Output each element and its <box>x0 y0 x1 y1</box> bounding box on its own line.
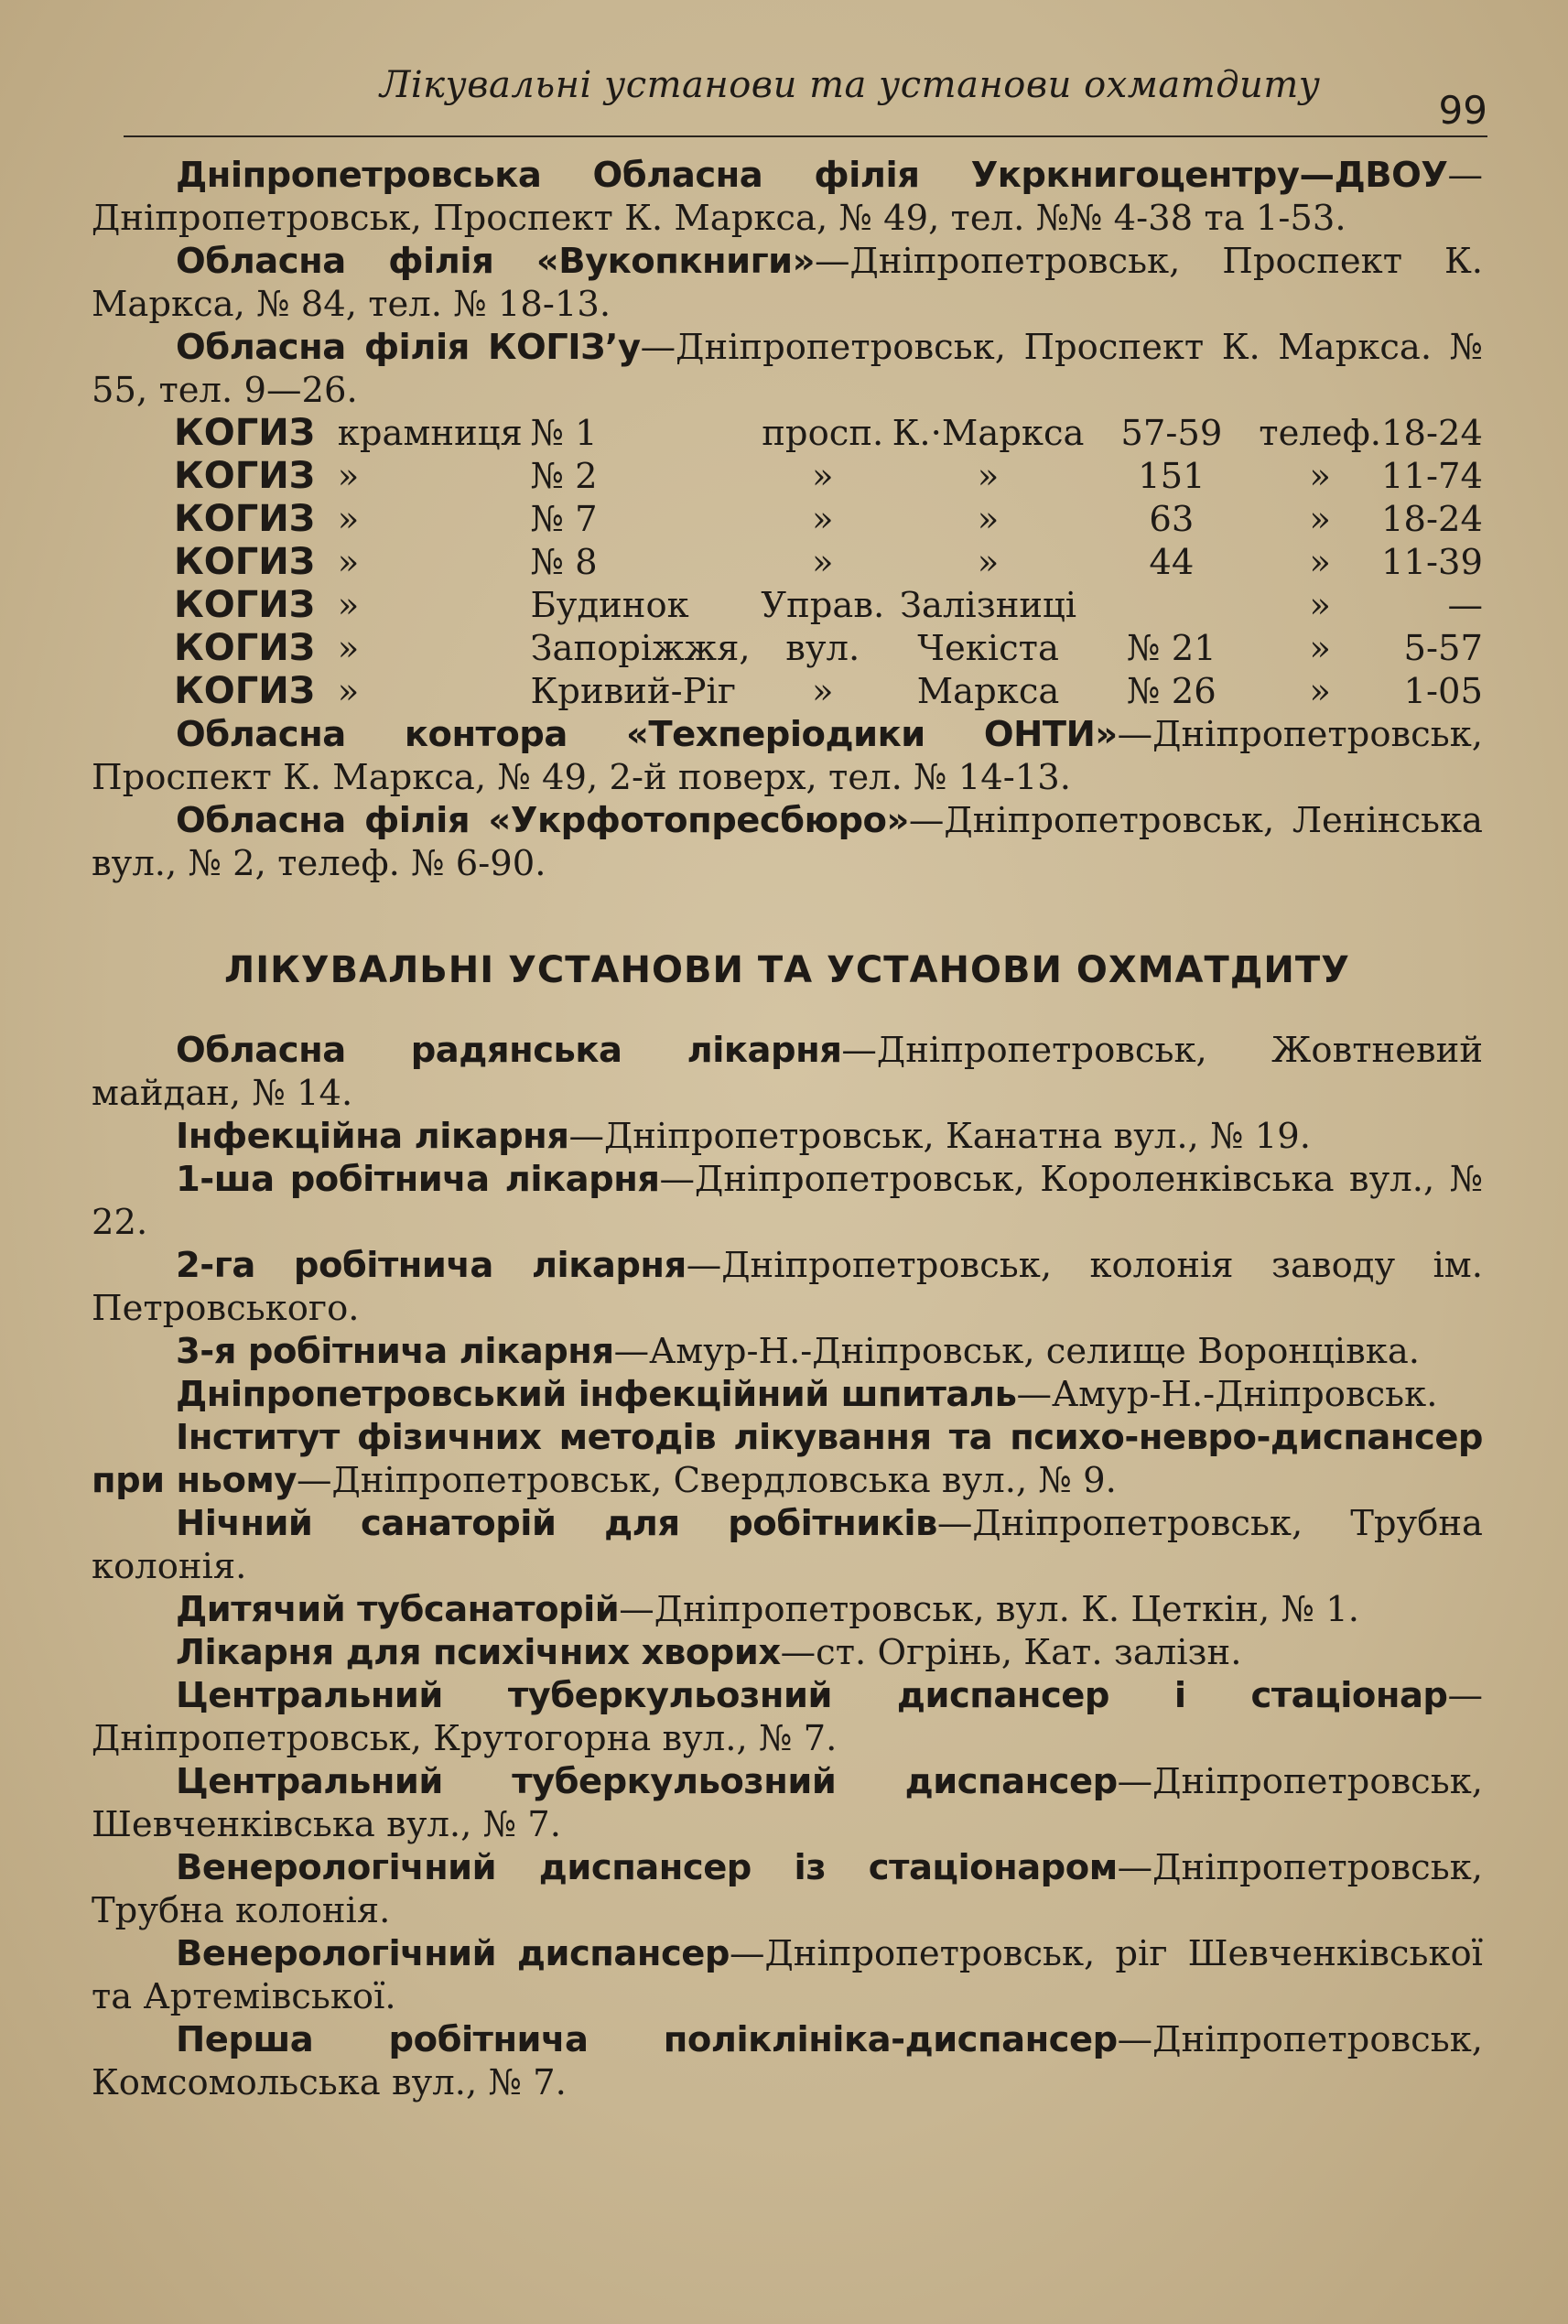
shop-house: № 21 <box>1127 628 1217 669</box>
entry-text: —Дніпропетровськ, Жовтневий майдан, № 14. <box>92 1030 1483 1114</box>
shop-tel: 11-39 <box>1381 542 1483 583</box>
shop-name: КОГИЗ <box>174 627 316 669</box>
table-row <box>174 670 1483 713</box>
list-item <box>92 1674 1483 1760</box>
shop-name: КОГИЗ <box>174 584 316 626</box>
page-number: 99 <box>1438 88 1487 133</box>
list-item <box>92 1846 1483 1932</box>
list-item <box>92 1115 1483 1158</box>
list-item <box>92 1760 1483 1846</box>
entry-name: Обласна радянська лікарня <box>176 1030 842 1071</box>
entry-name: Обласна філія КОГІЗ’у <box>176 327 641 368</box>
shop-kind: крамниця <box>337 413 523 454</box>
shop-kind: » <box>337 499 360 540</box>
shop-street-name: » <box>977 456 1000 497</box>
entry-text: —Амур-Н.-Дніпровськ. <box>1016 1374 1438 1415</box>
shop-street: » <box>811 456 834 497</box>
shop-kind: » <box>337 542 360 583</box>
shop-street-name: Чекіста <box>917 628 1059 669</box>
entry-text: —Дніпропетровськ, вул. К. Цеткін, № 1. <box>619 1589 1359 1630</box>
list-item <box>92 2018 1483 2104</box>
entry-name: 1-ша робітнича лікарня <box>176 1159 660 1200</box>
shop-house <box>1085 584 1260 627</box>
list-item <box>92 1330 1483 1373</box>
shop-tel-label: » <box>1309 499 1331 540</box>
shop-street-name: » <box>977 542 1000 583</box>
shop-house: 44 <box>1149 542 1195 583</box>
shop-street-name: » <box>977 499 1000 540</box>
table-row <box>174 541 1483 584</box>
entry-name: Перша робітнича поліклініка-диспансер <box>176 2019 1118 2060</box>
list-item <box>92 326 1483 412</box>
kogiz-shops-table <box>174 412 1483 713</box>
shop-tel: — <box>1447 585 1483 626</box>
entry-text: —Дніпропетровськ, Трубна колонія. <box>92 1503 1483 1587</box>
shop-street: » <box>811 499 834 540</box>
entry-text: —Дніпропетровськ, Шевченківська вул., № 7. <box>92 1761 1483 1845</box>
entry-name: Інститут фізичних методів лікування та психо-невро-диспансер при ньому <box>92 1417 1483 1501</box>
shop-street: Управ. <box>761 585 885 626</box>
entry-name: Обласна філія «Вукопкниги» <box>176 241 816 282</box>
shop-kind: » <box>337 456 360 497</box>
shop-tel: 11-74 <box>1381 456 1483 497</box>
shop-street: » <box>811 542 834 583</box>
shop-tel-label: телеф. <box>1259 413 1381 454</box>
entry-name: Дніпропетровська Обласна філія Укркнигоцентру—ДВОУ <box>176 155 1448 196</box>
list-item <box>92 1588 1483 1631</box>
shop-location: Кривий-Ріг <box>530 671 736 712</box>
shop-tel: 5-57 <box>1403 628 1483 669</box>
shop-street: » <box>811 671 834 712</box>
entry-text: —Дніпропетровськ, Трубна колонія. <box>92 1847 1483 1931</box>
entry-name: Дніпропетровський інфекційний шпиталь <box>176 1374 1017 1415</box>
table-row <box>174 627 1483 670</box>
list-item <box>92 1416 1483 1502</box>
entry-text: —Дніпропетровськ, Крутогорна вул., № 7. <box>92 1675 1483 1759</box>
shop-street-name: К.·Маркса <box>892 413 1085 454</box>
shop-location: Запоріжжя, <box>530 628 751 669</box>
entry-name: Центральний туберкульозний диспансер <box>176 1761 1118 1802</box>
bookshop-section <box>92 154 1483 885</box>
shop-name: КОГИЗ <box>174 670 316 712</box>
list-item <box>92 1244 1483 1330</box>
medical-section <box>92 1029 1483 2104</box>
list-item <box>92 154 1483 240</box>
shop-house: 63 <box>1149 499 1195 540</box>
list-item <box>92 1029 1483 1115</box>
shop-house: № 26 <box>1127 671 1217 712</box>
entry-text: —Дніпропетровськ, Проспект К. Маркса, № 49, 2-й поверх, тел. № 14-13. <box>92 714 1483 798</box>
shop-street: просп. <box>762 413 884 454</box>
entry-text: —Амур-Н.-Дніпровськ, селище Воронцівка. <box>613 1331 1421 1372</box>
entry-text: —Дніпропетровськ, Проспект К. Маркса. № 55, тел. 9—26. <box>92 327 1483 411</box>
entry-text: —Дніпропетровськ, колонія заводу ім. Петровського. <box>92 1245 1483 1329</box>
shop-street: вул. <box>785 628 860 669</box>
list-item <box>92 240 1483 326</box>
shop-kind: » <box>337 628 360 669</box>
shop-location: № 2 <box>530 456 598 497</box>
shop-tel-label: » <box>1309 585 1331 626</box>
entry-text: —Дніпропетровськ, Свердловська вул., № 9. <box>297 1460 1117 1501</box>
entry-name: 2-га робітнича лікарня <box>176 1245 687 1286</box>
shop-tel-label: » <box>1309 456 1331 497</box>
entry-text: —Дніпропетровськ, Канатна вул., № 19. <box>568 1116 1311 1157</box>
entry-name: Лікарня для психічних хворих <box>176 1632 781 1673</box>
entry-text: —Дніпропетровськ, ріг Шевченківської та Артемівської. <box>92 1933 1484 2017</box>
list-item <box>92 799 1483 885</box>
entry-text: —Дніпропетровськ, Ленінська вул., № 2, телеф. № 6-90. <box>92 800 1484 884</box>
list-item <box>92 1373 1483 1416</box>
list-item <box>92 1502 1483 1588</box>
entry-text: —Дніпропетровськ, Проспект К. Маркса, № 49, тел. №№ 4-38 та 1-53. <box>92 155 1483 239</box>
shop-tel: 18-24 <box>1381 413 1483 454</box>
entry-name: Обласна філія «Укрфотопресбюро» <box>176 800 909 841</box>
shop-location: Будинок <box>530 585 689 626</box>
header-rule <box>124 135 1487 137</box>
entry-name: Венерологічний диспансер <box>176 1933 730 1974</box>
header-title: Лікувальні установи та установи охматдиту <box>380 64 1321 106</box>
entry-name: 3-я робітнича лікарня <box>176 1331 614 1372</box>
shop-house: 57-59 <box>1120 413 1223 454</box>
shop-kind: » <box>337 585 360 626</box>
shop-name: КОГИЗ <box>174 541 316 583</box>
section-heading: ЛІКУВАЛЬНІ УСТАНОВИ ТА УСТАНОВИ ОХМАТДИТУ <box>224 949 1350 991</box>
entry-name: Нічний санаторій для робітників <box>176 1503 937 1544</box>
running-header <box>124 57 1487 141</box>
table-row <box>174 455 1483 498</box>
entry-name: Дитячий тубсанаторій <box>176 1589 620 1630</box>
shop-location: № 7 <box>530 499 598 540</box>
shop-tel: 18-24 <box>1381 499 1483 540</box>
shop-name: КОГИЗ <box>174 498 316 540</box>
shop-street-name: Маркса <box>916 671 1060 712</box>
shop-name: КОГИЗ <box>174 412 316 454</box>
shop-tel-label: » <box>1309 671 1331 712</box>
entry-text: —ст. Огрінь, Кат. залізн. <box>780 1632 1242 1673</box>
shop-location: № 1 <box>530 413 598 454</box>
shop-location: № 8 <box>530 542 598 583</box>
table-row <box>174 584 1483 627</box>
shop-tel-label: » <box>1309 542 1331 583</box>
entry-text: —Дніпропетровськ, Комсомольська вул., № 7. <box>92 2019 1483 2103</box>
entry-name: Центральний туберкульозний диспансер і стаціонар <box>176 1675 1448 1716</box>
shop-tel: 1-05 <box>1403 671 1483 712</box>
entry-name: Обласна контора «Техперіодики ОНТИ» <box>176 714 1118 755</box>
shop-tel-label: » <box>1309 628 1331 669</box>
list-item <box>92 1932 1483 2018</box>
entry-text: —Дніпропетровськ, Короленківська вул., № 22. <box>92 1159 1484 1243</box>
shop-name: КОГИЗ <box>174 455 316 497</box>
entry-name: Венерологічний диспансер із стаціонаром <box>176 1847 1118 1888</box>
list-item <box>92 1631 1483 1674</box>
shop-house: 151 <box>1138 456 1206 497</box>
entry-text: —Дніпропетровськ, Проспект К. Маркса, № 84, тел. № 18-13. <box>92 241 1483 325</box>
list-item <box>92 1158 1483 1244</box>
entry-name: Інфекційна лікарня <box>176 1116 569 1157</box>
table-row <box>174 412 1483 455</box>
table-row <box>174 498 1483 541</box>
shop-kind: » <box>337 671 360 712</box>
shop-street-name: Залізниці <box>900 585 1077 626</box>
page-content <box>92 154 1483 2104</box>
list-item <box>92 713 1483 799</box>
